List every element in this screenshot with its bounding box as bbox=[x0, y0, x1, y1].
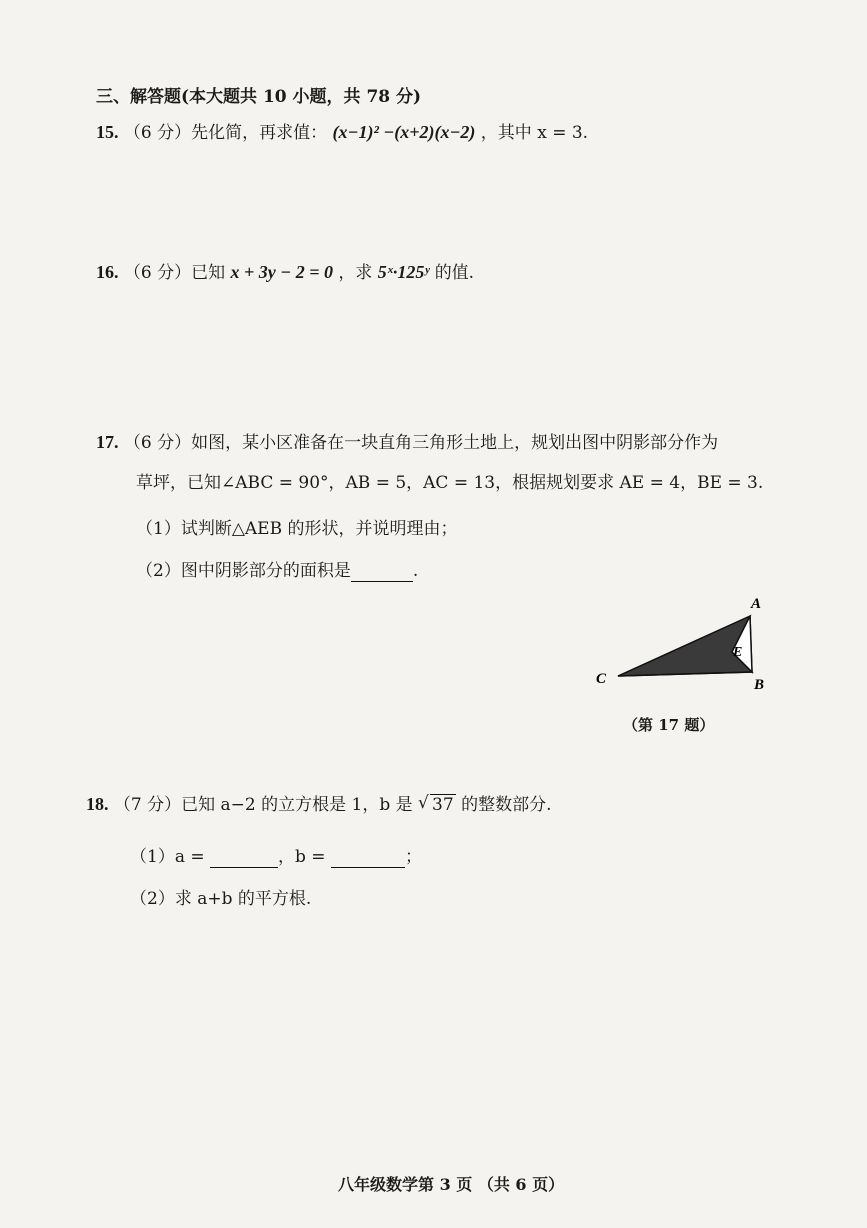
part-text: （2）图中阴影部分的面积是 bbox=[136, 561, 351, 581]
label-a: A bbox=[751, 596, 762, 612]
question-number: 15. bbox=[96, 122, 119, 142]
question-text: （7 分）已知 a−2 的立方根是 1，b 是 bbox=[113, 795, 413, 815]
sqrt-symbol bbox=[418, 795, 456, 815]
answer-blank[interactable] bbox=[351, 561, 413, 582]
radical-icon: √ bbox=[418, 793, 429, 813]
question-17-line1 bbox=[96, 428, 718, 453]
part-end: . bbox=[412, 561, 419, 581]
question-16 bbox=[96, 258, 474, 283]
question-tail: ，其中 x = 3. bbox=[480, 123, 589, 143]
question-text: （6 分）如图，某小区准备在一块直角三角形土地上，规划出图中阴影部分作为 bbox=[123, 433, 719, 453]
question-number: 16. bbox=[96, 262, 119, 282]
label-b: B bbox=[754, 677, 765, 693]
question-15 bbox=[96, 118, 588, 143]
question-18-part2: （2）求 a+b 的平方根. bbox=[130, 889, 312, 909]
math-condition: x + 3y − 2 = 0 bbox=[230, 262, 333, 282]
question-18 bbox=[86, 790, 552, 815]
question-17-part2 bbox=[136, 556, 418, 582]
triangle-figure bbox=[590, 590, 780, 700]
question-text-tail: 的整数部分. bbox=[461, 795, 552, 815]
question-17-line2: 草坪，已知∠ABC = 90°，AB = 5，AC = 13，根据规划要求 AE = 4，BE = 3. bbox=[136, 473, 764, 493]
question-number: 18. bbox=[86, 794, 109, 814]
page-footer: 八年级数学第 3 页 （共 6 页） bbox=[338, 1175, 565, 1194]
part-end: ； bbox=[404, 847, 422, 867]
question-text-mid: ，求 bbox=[338, 263, 373, 283]
shaded-region bbox=[618, 616, 752, 676]
label-c: C bbox=[596, 671, 607, 687]
answer-blank-b[interactable] bbox=[331, 847, 405, 868]
part-prefix: （1）a = bbox=[130, 847, 205, 867]
math-expression: (x−1)² −(x+2)(x−2) bbox=[332, 122, 476, 142]
label-e: E bbox=[733, 645, 743, 660]
question-tail: 的值. bbox=[434, 263, 475, 283]
math-expression: 5ˣ·125ʸ bbox=[377, 262, 430, 282]
question-number: 17. bbox=[96, 432, 119, 452]
part-mid: ，b = bbox=[278, 847, 326, 867]
figure-caption: （第 17 题） bbox=[623, 716, 715, 734]
question-text: （6 分）已知 bbox=[123, 263, 226, 283]
question-18-part1 bbox=[130, 842, 422, 868]
section-heading: 三、解答题(本大题共 10 小题，共 78 分) bbox=[96, 87, 422, 107]
radicand: 37 bbox=[432, 795, 454, 815]
question-17-part1: （1）试判断△AEB 的形状，并说明理由； bbox=[136, 519, 458, 539]
answer-blank-a[interactable] bbox=[210, 847, 278, 868]
question-text: （6 分）先化简，再求值： bbox=[123, 123, 328, 143]
